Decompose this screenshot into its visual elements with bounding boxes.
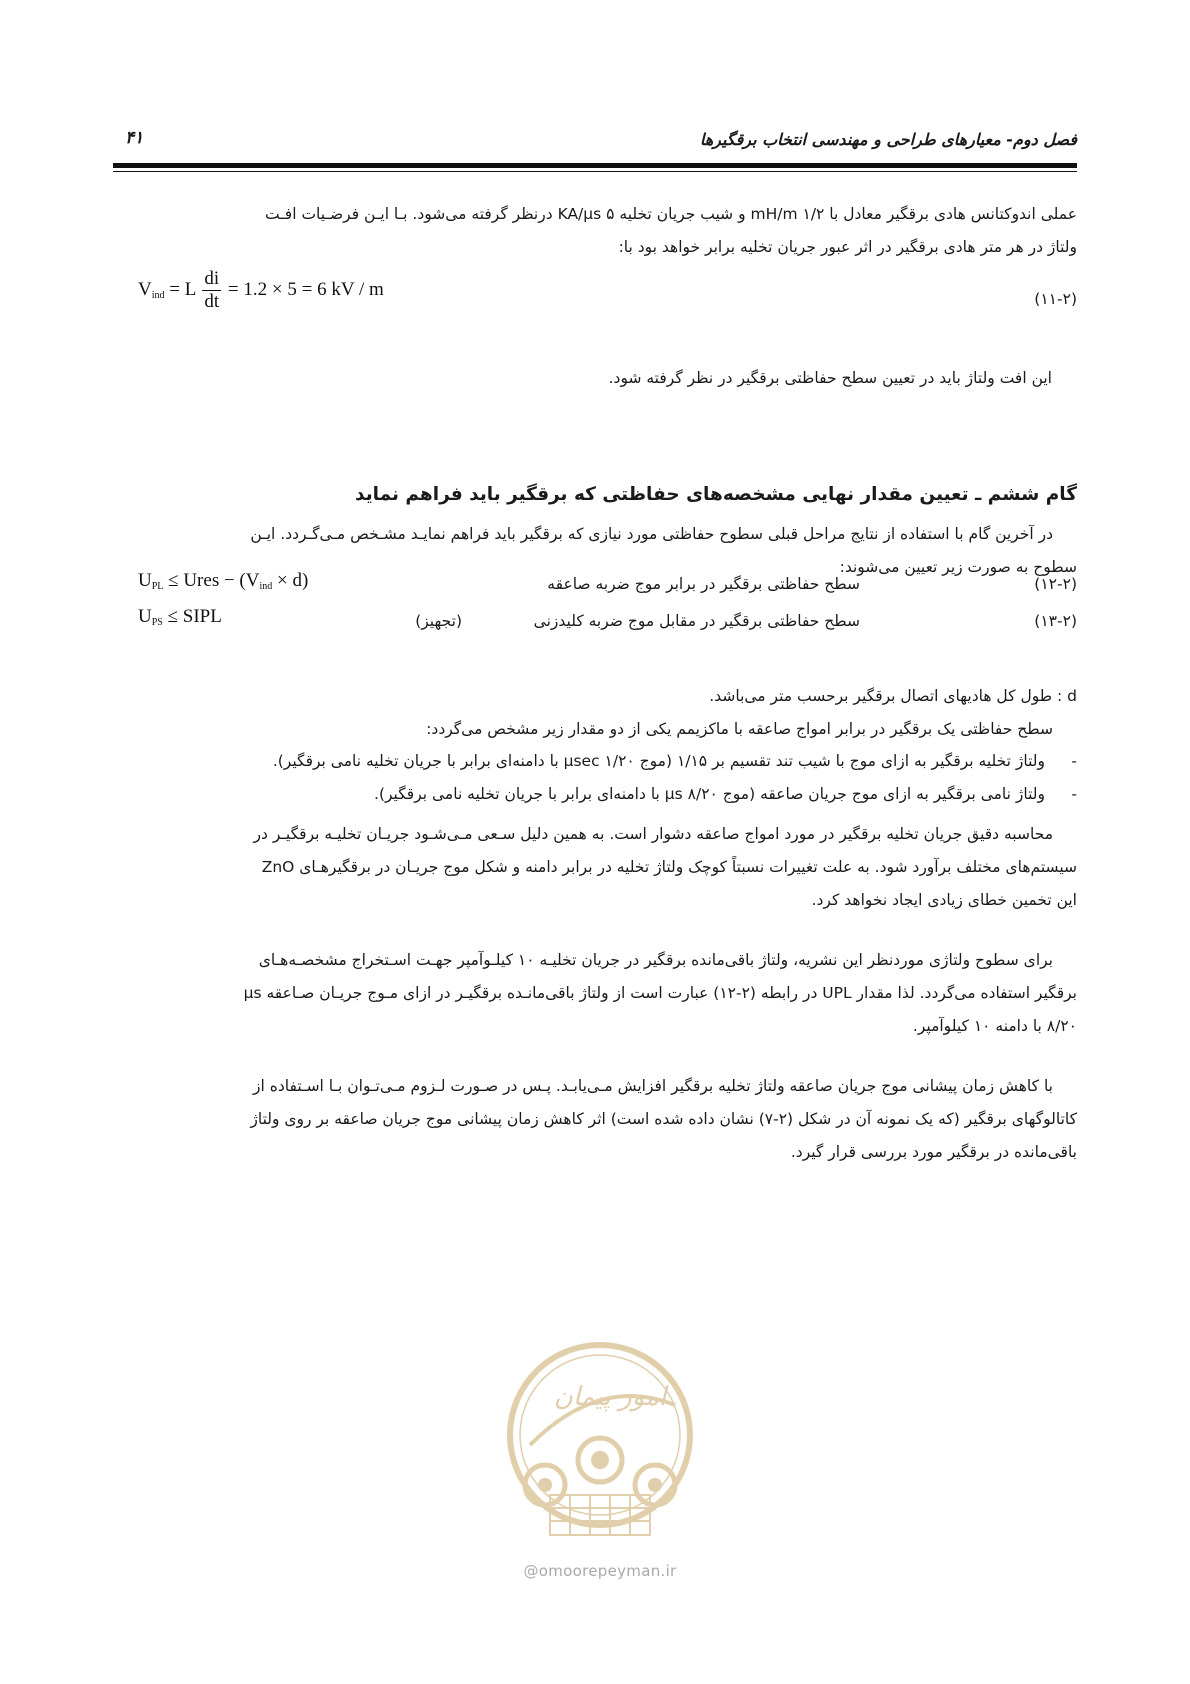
watermark-site: @omoorepeyman.ir [523, 1562, 677, 1580]
header-rule-thick [113, 163, 1077, 168]
levels-line-2: برقگیر استفاده می‌گردد. لذا مقدار UPL در رابطه (۲-۱۲) عبارت است از ولتاژ باقی‌مانـده برقگیـر در ازای مـوج جریـان صـاعقه μs [243, 984, 1077, 1002]
d-definition-block [113, 680, 1077, 746]
bullet-text-1: ولتاژ تخلیه برقگیر به ازای موج با شیب تند تقسیم بر ۱/۱۵ (موج μsec ۱/۲۰ با دامنه‌ای برابر با جریان تخلیه نامی برقگیر). [272, 752, 1045, 770]
eq11-rhs: = 1.2 × 5 = 6 kV / m [227, 278, 384, 300]
section-heading: گام ششم ـ تعیین مقدار نهایی مشخصه‌های حفاظتی که برقگیر باید فراهم نماید [355, 484, 1077, 505]
eq13-a-sub: PS [151, 617, 163, 628]
calc-line-3: این تخمین خطای زیادی ایجاد نخواهد کرد. [811, 891, 1077, 909]
equation-13 [138, 606, 222, 628]
eq11-numerator: di [204, 268, 220, 289]
eq12-a-sub: PL [151, 581, 164, 592]
watermark-logo [500, 1335, 700, 1560]
page-header [113, 126, 1077, 160]
section-intro-line-2: سطوح به صورت زیر تعیین می‌شوند: [839, 558, 1077, 576]
eq11-fraction [202, 268, 221, 313]
eq13-number: (۱۳-۲) [1034, 612, 1077, 630]
equation-12 [138, 570, 308, 592]
levels-paragraph [113, 944, 1077, 1043]
page-number: ۴۱ [125, 128, 144, 148]
calc-line-1: محاسبه دقیق جریان تخلیه برقگیر در مورد امواج صاعقه دشوار است. به همین دلیل سـعی مـی‌شـود جریـان تخلیـه برقگیـر در [253, 825, 1053, 843]
front-line-2: کاتالوگهای برقگیر (که یک نمونه آن در شکل (۲-۷) نشان داده شده است) اثر کاهش زمان پیشانی موج جریان صاعقه بر روی ولتاژ [250, 1110, 1077, 1128]
eq12-number: (۱۲-۲) [1034, 575, 1077, 593]
eq13-tag: (تجهیز) [415, 612, 462, 630]
voltage-drop-note [113, 362, 1052, 395]
chapter-title: فصل دوم- معیارهای طراحی و مهندسی انتخاب برقگیرها [699, 130, 1077, 149]
eq13-b: ≤ SIPL [162, 606, 222, 627]
calculation-paragraph [113, 818, 1077, 917]
eq12-b-sub: ind [259, 581, 273, 592]
header-rule-thin [113, 171, 1077, 172]
note-line: این افت ولتاژ باید در تعیین سطح حفاظتی برقگیر در نظر گرفته شود. [608, 369, 1052, 387]
intro-paragraph [113, 198, 1077, 264]
bullet-dash: - [1071, 752, 1077, 770]
front-line-1: با کاهش زمان پیشانی موج جریان صاعقه ولتاژ تخلیه برقگیر افزایش مـی‌یابـد. پـس در صـورت لـزوم مـی‌تـوان بـا اسـتفاده از [253, 1077, 1053, 1095]
bullet-text-2: ولتاژ نامی برقگیر به ازای موج جریان صاعقه (موج μs ۸/۲۰ با دامنه‌ای برابر با جریان تخلیه نامی برقگیر). [374, 785, 1045, 803]
eq13-a: U [138, 606, 152, 627]
front-time-paragraph [113, 1070, 1077, 1169]
watermark-logo-text: امور پیمان [553, 1382, 667, 1412]
eq11-number: (۱۱-۲) [1034, 290, 1077, 308]
eq11-denominator: dt [204, 291, 220, 312]
eq12-description: سطح حفاظتی برقگیر در برابر موج ضربه صاعقه [547, 575, 860, 593]
intro-line-1: عملی اندوکتانس هادی برقگیر معادل با ۱/۲ mH/m و شیب جریان تخلیه ۵ KA/μs درنظر گرفته می‌شود. بـا ایـن فرضـیات افـت [265, 205, 1077, 223]
eq12-a: U [138, 570, 152, 591]
section-intro-line-1: در آخرین گام با استفاده از نتایج مراحل قبلی سطوح حفاظتی مورد نیازی که برقگیر باید فراهم نمایـد مشـخص مـی‌گـردد. ایـن [250, 525, 1053, 543]
eq11-lhs: V [138, 278, 152, 300]
equation-11 [138, 268, 384, 313]
levels-line-3: ۸/۲۰ با دامنه ۱۰ کیلوآمپر. [912, 1017, 1077, 1035]
calc-line-2: سیستم‌های مختلف برآورد شود. به علت تغییرات نسبتاً کوچک ولتاژ تخلیه در برابر دامنه و شکل موج جریـان در برقگیرهـای ZnO [261, 858, 1077, 876]
d-definition: d : طول کل هادیهای اتصال برقگیر برحسب متر می‌باشد. [709, 687, 1077, 705]
front-line-3: باقی‌مانده در برقگیر مورد بررسی قرار گیرد. [790, 1143, 1077, 1161]
eq13-description: سطح حفاظتی برقگیر در مقابل موج ضربه کلیدزنی [533, 612, 860, 630]
intro-line-2: ولتاژ در هر متر هادی برقگیر در اثر عبور جریان تخلیه برابر خواهد بود با: [618, 238, 1077, 256]
bullet-item-1 [113, 752, 1077, 770]
bullet-dash: - [1071, 785, 1077, 803]
bullet-item-2 [113, 785, 1077, 803]
eq12-b: ≤ Ures − (V [163, 570, 260, 591]
eq11-eq: = L [169, 278, 196, 300]
eq12-c: × d) [272, 570, 309, 591]
eq11-lhs-sub: ind [151, 289, 165, 301]
protection-intro: سطح حفاظتی یک برقگیر در برابر امواج صاعقه با ماکزیمم یکی از دو مقدار زیر مشخص می‌گردد: [426, 720, 1053, 738]
levels-line-1: برای سطوح ولتاژی موردنظر این نشریه، ولتاژ باقی‌مانده برقگیر در جریان تخلیـه ۱۰ کیلـوآمپر جهـت اسـتخراج مشخصـه‌هـای [258, 951, 1053, 969]
